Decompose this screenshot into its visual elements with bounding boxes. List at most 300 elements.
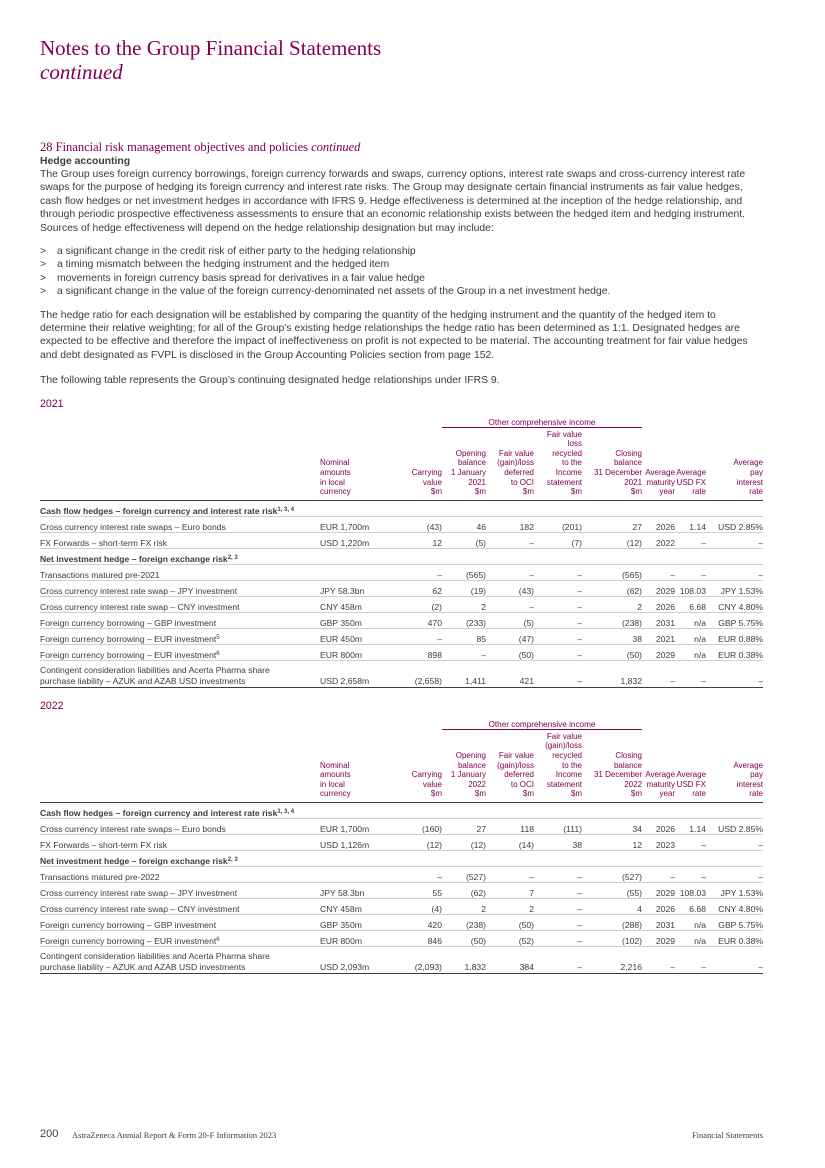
cell-fx_rate: 6.68 <box>675 899 706 915</box>
effectiveness-sources-list <box>40 245 763 299</box>
cell-fx_rate: 1.14 <box>675 819 706 835</box>
cell-fv_gain: 384 <box>486 947 534 974</box>
header-line: year <box>659 789 676 799</box>
main-content <box>40 140 763 974</box>
header-line: 1 January <box>450 770 486 780</box>
cell-fv_gain: (5) <box>486 612 534 628</box>
column-header-closing <box>582 427 642 500</box>
cell-carrying: (2,658) <box>386 660 442 687</box>
header-line: rate <box>692 487 707 497</box>
header-line: rate <box>749 487 764 497</box>
row-description-text: Cross currency interest rate swaps – Euro bonds <box>40 521 226 532</box>
year-label-2022: 2022 <box>40 699 64 712</box>
cell-maturity: – <box>642 660 675 687</box>
row-description-text: Foreign currency borrowing – GBP investment <box>40 920 217 930</box>
cell-maturity: 2022 <box>642 532 675 548</box>
row-description <box>40 596 320 612</box>
row-description <box>40 580 320 596</box>
cell-fv_recycled: – <box>534 867 582 883</box>
section-heading <box>40 140 763 155</box>
group-label <box>40 548 763 564</box>
header-line: $m <box>570 789 582 799</box>
header-line: balance <box>457 458 486 468</box>
footnote-ref: 1, 3, 4 <box>277 809 295 815</box>
cell-maturity: 2026 <box>642 899 675 915</box>
cell-interest: CNY 4.80% <box>706 596 763 612</box>
row-description-text: FX Forwards – short-term FX risk <box>40 840 168 850</box>
table-row <box>40 516 763 532</box>
header-line: in local <box>320 477 345 487</box>
row-description-line: Contingent consideration liabilities and Acerta Pharma share <box>40 951 270 961</box>
cell-closing: 2 <box>582 596 642 612</box>
cell-opening: – <box>442 644 486 660</box>
cell-fv_gain: (50) <box>486 915 534 931</box>
header-line: Average <box>645 468 676 478</box>
cell-fv_gain: 7 <box>486 883 534 899</box>
cell-fv_gain: (52) <box>486 931 534 947</box>
header-line: currency <box>320 789 351 799</box>
cell-fx_rate: 108.03 <box>675 883 706 899</box>
header-line: Average <box>733 458 764 468</box>
cell-fv_recycled: – <box>534 596 582 612</box>
header-line: statement <box>546 779 582 789</box>
bullet-marker: > <box>40 286 47 298</box>
header-line: pay <box>750 468 764 478</box>
cell-nominal <box>320 564 386 580</box>
row-description-text: Transactions matured pre-2022 <box>40 872 160 882</box>
header-line: Closing <box>615 751 643 761</box>
footnote-ref: 6 <box>216 650 220 657</box>
column-header-carrying <box>386 729 442 802</box>
cell-fv_recycled: – <box>534 660 582 687</box>
header-line: (gain)/loss <box>497 458 534 468</box>
cell-maturity: 2029 <box>642 931 675 947</box>
header-line: rate <box>749 789 764 799</box>
cell-interest: GBP 5.75% <box>706 915 763 931</box>
header-line: Average <box>676 770 707 780</box>
cell-opening: (62) <box>442 883 486 899</box>
cell-fx_rate: – <box>675 660 706 687</box>
column-header-maturity <box>642 729 675 802</box>
header-line: value <box>422 477 442 487</box>
cell-nominal: JPY 58.3bn <box>320 883 386 899</box>
header-line: maturity <box>646 477 676 487</box>
row-description-text: Foreign currency borrowing – GBP investment <box>40 617 217 628</box>
header-line: currency <box>320 487 351 497</box>
row-description-text: FX Forwards – short-term FX risk <box>40 537 168 548</box>
cell-carrying: 62 <box>386 580 442 596</box>
header-line: maturity <box>646 779 676 789</box>
cell-carrying: (2,093) <box>386 947 442 974</box>
row-description <box>40 564 320 580</box>
cell-carrying: 12 <box>386 532 442 548</box>
cell-fv_gain: 421 <box>486 660 534 687</box>
list-item: > a significant change in the value of the foreign currency-denominated net assets of the Group in a net investment hedge. <box>40 286 611 298</box>
footnote-ref: 2, 3 <box>227 554 238 561</box>
cell-maturity: 2031 <box>642 915 675 931</box>
cell-nominal <box>320 867 386 883</box>
cell-opening: (19) <box>442 580 486 596</box>
cell-opening: (565) <box>442 564 486 580</box>
group-label <box>40 500 763 516</box>
cell-opening: 2 <box>442 899 486 915</box>
cell-fv_recycled: – <box>534 915 582 931</box>
header-line: year <box>659 487 676 497</box>
cell-closing: 4 <box>582 899 642 915</box>
table-row <box>40 883 763 899</box>
header-line: recycled <box>552 751 582 761</box>
header-line: Fair value <box>498 448 534 458</box>
hedge-ratio-paragraph: The hedge ratio for each designation will be established by comparing the quantity of the hedging instrument and the quantity of the hedged item to determine their relative weighting; for all of the Group’s existing hedge relationships the hedge ratio has been determined as 1:1. Designated hedges are expected to be effective and therefore the impact of ineffectiveness on profit is not expected to be material. The accounting treatment for fair value hedges and debt designated as FVPL is disclosed in the Group Accounting Policies section from page 152. <box>40 309 748 361</box>
cell-interest: CNY 4.80% <box>706 899 763 915</box>
table-row <box>40 564 763 580</box>
row-description-line: Contingent consideration liabilities and Acerta Pharma share <box>40 664 270 675</box>
cell-opening: 46 <box>442 516 486 532</box>
cell-carrying: 846 <box>386 931 442 947</box>
header-line: value <box>422 779 442 789</box>
cell-fv_recycled: – <box>534 883 582 899</box>
cell-carrying: – <box>386 628 442 644</box>
header-line: Opening <box>455 448 486 458</box>
cell-fv_recycled: – <box>534 931 582 947</box>
header-line: to the <box>561 458 582 468</box>
row-description-line: purchase liability – AZUK and AZAB USD investments <box>40 962 246 972</box>
cell-opening: (5) <box>442 532 486 548</box>
header-line: loss <box>567 439 582 449</box>
cell-interest: – <box>706 660 763 687</box>
cell-nominal: EUR 800m <box>320 644 386 660</box>
row-description-text: Cross currency interest rate swaps – Euro bonds <box>40 824 226 834</box>
row-description <box>40 835 320 851</box>
row-description <box>40 867 320 883</box>
header-line: amounts <box>320 770 351 780</box>
header-line: recycled <box>552 448 582 458</box>
header-line: 1 January <box>450 468 486 478</box>
header-line: Average <box>645 770 676 780</box>
column-header-fv_recycled <box>534 427 582 500</box>
table-intro-paragraph: The following table represents the Group’s continuing designated hedge relationships under IFRS 9. <box>40 375 500 387</box>
hedge-table <box>40 717 763 974</box>
hedge-table <box>40 415 763 688</box>
report-name: AstraZeneca Annual Report & Form 20-F Information 2023 <box>72 1130 277 1140</box>
footnote-ref: 6 <box>216 937 220 943</box>
cell-fv_gain: (50) <box>486 644 534 660</box>
list-item: > movements in foreign currency basis spread for derivatives in a fair value hedge <box>40 272 425 284</box>
cell-closing: (12) <box>582 532 642 548</box>
cell-maturity: – <box>642 564 675 580</box>
cell-fx_rate: – <box>675 947 706 974</box>
cell-maturity: 2026 <box>642 596 675 612</box>
column-header-nominal <box>320 427 386 500</box>
cell-opening: (12) <box>442 835 486 851</box>
cell-fx_rate: n/a <box>675 628 706 644</box>
group-label-text: Cash flow hedges – foreign currency and interest rate risk <box>40 808 278 818</box>
cell-fv_recycled: (111) <box>534 819 582 835</box>
group-label-text: Cash flow hedges – foreign currency and interest rate risk <box>40 505 278 516</box>
page-subtitle: continued <box>40 60 123 84</box>
cell-fv_recycled: 38 <box>534 835 582 851</box>
table-row <box>40 580 763 596</box>
table-row <box>40 835 763 851</box>
table-row <box>40 660 763 687</box>
column-header-fv_gain <box>486 729 534 802</box>
hedge-table-2021 <box>40 415 763 688</box>
header-line: $m <box>430 487 442 497</box>
table-row <box>40 947 763 974</box>
header-line: USD FX <box>676 477 707 487</box>
header-line: (gain)/loss <box>545 741 582 751</box>
cell-fx_rate: – <box>675 564 706 580</box>
section-heading-continued: continued <box>311 140 361 154</box>
column-header-fv_gain <box>486 427 534 500</box>
header-line: Fair value <box>498 751 534 761</box>
header-line: $m <box>474 789 486 799</box>
header-line: USD FX <box>676 779 707 789</box>
column-header-interest <box>706 427 763 500</box>
cell-interest: EUR 0.38% <box>706 931 763 947</box>
list-item: > a significant change in the credit risk of either party to the hedging relationship <box>40 246 416 258</box>
cell-maturity: 2021 <box>642 628 675 644</box>
column-header-fv_recycled <box>534 729 582 802</box>
header-line: interest <box>736 477 764 487</box>
row-description-text: Cross currency interest rate swap – JPY investment <box>40 888 238 898</box>
row-description <box>40 532 320 548</box>
column-header-interest <box>706 729 763 802</box>
header-line: $m <box>474 487 486 497</box>
cell-carrying: 55 <box>386 883 442 899</box>
header-line: Fair value <box>546 731 582 741</box>
cell-opening: (238) <box>442 915 486 931</box>
row-description <box>40 883 320 899</box>
header-line: rate <box>692 789 707 799</box>
cell-opening: 27 <box>442 819 486 835</box>
footer-section: Financial Statements <box>691 1130 763 1140</box>
cell-nominal: USD 1,126m <box>320 835 386 851</box>
header-line: $m <box>522 487 534 497</box>
cell-maturity: 2026 <box>642 516 675 532</box>
header-line: Average <box>733 760 764 770</box>
header-line: balance <box>613 760 643 770</box>
cell-fx_rate: 108.03 <box>675 580 706 596</box>
group-label <box>40 851 763 867</box>
bullet-marker: > <box>40 272 47 284</box>
hedge-accounting-heading: Hedge accounting <box>40 156 131 167</box>
column-header-nominal <box>320 729 386 802</box>
cell-nominal: EUR 800m <box>320 931 386 947</box>
group-row <box>40 851 763 867</box>
cell-nominal: EUR 1,700m <box>320 819 386 835</box>
cell-fv_recycled: – <box>534 628 582 644</box>
row-description-text: Cross currency interest rate swap – CNY investment <box>40 904 240 914</box>
cell-opening: (527) <box>442 867 486 883</box>
cell-closing: 2,216 <box>582 947 642 974</box>
cell-closing: 27 <box>582 516 642 532</box>
header-line: to the <box>561 760 582 770</box>
group-label-text: Net investment hedge – foreign exchange risk <box>40 553 228 564</box>
table-row <box>40 596 763 612</box>
column-header-opening <box>442 729 486 802</box>
cell-closing: (55) <box>582 883 642 899</box>
bullet-marker: > <box>40 246 47 258</box>
hedge-table-2022 <box>40 717 763 974</box>
row-description <box>40 899 320 915</box>
cell-carrying: (160) <box>386 819 442 835</box>
header-line: deferred <box>504 468 534 478</box>
cell-fx_rate: n/a <box>675 644 706 660</box>
table-row <box>40 644 763 660</box>
row-description <box>40 612 320 628</box>
section-heading-text: 28 Financial risk management objectives and policies <box>40 140 308 154</box>
header-line: amounts <box>320 468 351 478</box>
cell-fx_rate: – <box>675 835 706 851</box>
cell-nominal: USD 2,658m <box>320 660 386 687</box>
cell-interest: – <box>706 564 763 580</box>
header-line: interest <box>736 779 764 789</box>
cell-closing: 1,832 <box>582 660 642 687</box>
column-header-carrying <box>386 427 442 500</box>
cell-fv_gain: – <box>486 564 534 580</box>
cell-carrying: 898 <box>386 644 442 660</box>
cell-carrying: 470 <box>386 612 442 628</box>
footnote-ref: 1, 3, 4 <box>277 506 295 513</box>
cell-closing: 38 <box>582 628 642 644</box>
header-line: Opening <box>455 751 486 761</box>
table-row <box>40 931 763 947</box>
header-line: 2022 <box>624 779 643 789</box>
cell-closing: 34 <box>582 819 642 835</box>
row-description <box>40 931 320 947</box>
cell-interest: – <box>706 532 763 548</box>
cell-fv_gain: (47) <box>486 628 534 644</box>
header-line: $m <box>430 789 442 799</box>
cell-carrying: – <box>386 564 442 580</box>
intro-paragraph: The Group uses foreign currency borrowings, foreign currency forwards and swaps, currency options, interest rate swaps and cross-currency interest rate swaps for the purpose of hedging its foreign currency and interest rate risks. The Group may designate certain financial instruments as fair value hedges, cash flow hedges or net investment hedges in accordance with IFRS 9. Hedge effectiveness is determined at the inception of the hedge relationship, and through periodic prospective effectiveness assessments to ensure that an economic relationship exists between the hedged item and hedging instrument. Sources of hedge effectiveness will depend on the hedge relationship designation but may include: <box>40 169 746 234</box>
table-row <box>40 915 763 931</box>
cell-closing: (288) <box>582 915 642 931</box>
page-title: Notes to the Group Financial Statements <box>40 36 382 60</box>
row-description <box>40 947 320 974</box>
cell-opening: 1,411 <box>442 660 486 687</box>
cell-fv_recycled: – <box>534 580 582 596</box>
cell-fx_rate: n/a <box>675 931 706 947</box>
cell-maturity: – <box>642 947 675 974</box>
cell-closing: (102) <box>582 931 642 947</box>
cell-interest: GBP 5.75% <box>706 612 763 628</box>
cell-fx_rate: – <box>675 867 706 883</box>
cell-interest: – <box>706 835 763 851</box>
row-description-text: Cross currency interest rate swap – JPY investment <box>40 585 238 596</box>
list-item: > a timing mismatch between the hedging instrument and the hedged item <box>40 259 390 271</box>
cell-opening: 2 <box>442 596 486 612</box>
header-line: deferred <box>504 770 534 780</box>
cell-fv_recycled: – <box>534 564 582 580</box>
table-row <box>40 819 763 835</box>
cell-fx_rate: n/a <box>675 612 706 628</box>
header-line: 31 December <box>593 468 643 478</box>
header-line: in local <box>320 779 345 789</box>
bullet-marker: > <box>40 259 47 271</box>
cell-nominal: CNY 458m <box>320 899 386 915</box>
cell-opening: (50) <box>442 931 486 947</box>
page-number: 200 <box>40 1128 59 1140</box>
row-description <box>40 660 320 687</box>
cell-nominal: EUR 1,700m <box>320 516 386 532</box>
header-line: $m <box>570 487 582 497</box>
cell-fv_recycled: – <box>534 947 582 974</box>
cell-nominal: GBP 350m <box>320 915 386 931</box>
cell-interest: JPY 1.53% <box>706 580 763 596</box>
header-line: statement <box>546 477 582 487</box>
header-line: 2022 <box>468 779 486 789</box>
row-description-text: Foreign currency borrowing – EUR investment <box>40 633 217 644</box>
table-row <box>40 867 763 883</box>
header-line: Carrying <box>411 770 442 780</box>
cell-nominal: EUR 450m <box>320 628 386 644</box>
header-line: $m <box>522 789 534 799</box>
header-line: to OCI <box>510 477 534 487</box>
footnote-ref: 2, 3 <box>227 857 238 863</box>
header-line: 31 December <box>593 770 643 780</box>
cell-fv_gain: 182 <box>486 516 534 532</box>
cell-closing: (565) <box>582 564 642 580</box>
header-line: Carrying <box>411 468 442 478</box>
cell-interest: – <box>706 947 763 974</box>
row-description <box>40 516 320 532</box>
cell-fv_recycled: – <box>534 899 582 915</box>
cell-opening: 85 <box>442 628 486 644</box>
cell-nominal: USD 2,093m <box>320 947 386 974</box>
group-label-text: Net investment hedge – foreign exchange risk <box>40 856 228 866</box>
column-header-maturity <box>642 427 675 500</box>
cell-maturity: 2029 <box>642 644 675 660</box>
oci-header: Other comprehensive income <box>442 717 642 730</box>
header-line: 2021 <box>468 477 486 487</box>
header-line: Closing <box>615 448 643 458</box>
table-row <box>40 532 763 548</box>
header-line: Income <box>555 770 582 780</box>
cell-nominal: JPY 58.3bn <box>320 580 386 596</box>
header-line: $m <box>630 487 643 497</box>
cell-carrying: (4) <box>386 899 442 915</box>
cell-opening: 1,832 <box>442 947 486 974</box>
row-description-text: Foreign currency borrowing – EUR investment <box>40 936 217 946</box>
header-line: Nominal <box>320 760 350 770</box>
cell-interest: EUR 0.88% <box>706 628 763 644</box>
row-description <box>40 819 320 835</box>
row-description-text: Transactions matured pre-2021 <box>40 569 160 580</box>
row-description <box>40 628 320 644</box>
cell-carrying: (43) <box>386 516 442 532</box>
cell-fv_gain: 2 <box>486 899 534 915</box>
header-line: balance <box>613 458 643 468</box>
cell-closing: 12 <box>582 835 642 851</box>
cell-nominal: USD 1,220m <box>320 532 386 548</box>
group-row <box>40 500 763 516</box>
cell-fx_rate: 1.14 <box>675 516 706 532</box>
cell-interest: EUR 0.38% <box>706 644 763 660</box>
cell-maturity: 2031 <box>642 612 675 628</box>
cell-closing: (238) <box>582 612 642 628</box>
cell-fv_recycled: (7) <box>534 532 582 548</box>
cell-fx_rate: 6.68 <box>675 596 706 612</box>
column-header-opening <box>442 427 486 500</box>
cell-fv_recycled: (201) <box>534 516 582 532</box>
header-line: to OCI <box>510 779 534 789</box>
row-description <box>40 915 320 931</box>
cell-fx_rate: n/a <box>675 915 706 931</box>
oci-header: Other comprehensive income <box>442 415 642 428</box>
cell-nominal: GBP 350m <box>320 612 386 628</box>
